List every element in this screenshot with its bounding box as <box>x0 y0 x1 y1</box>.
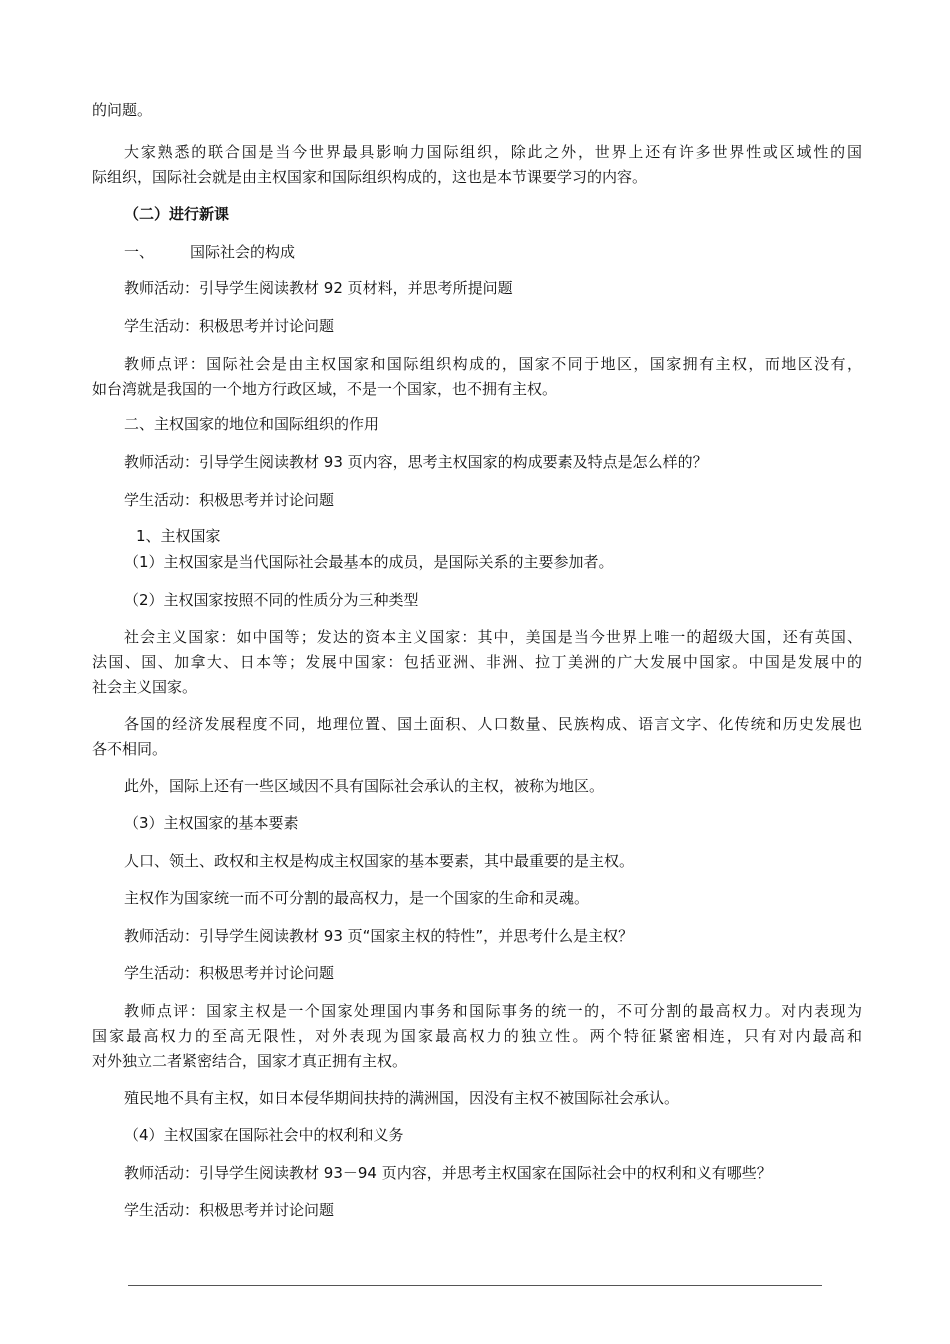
paragraph-line: 殖民地不具有主权，如日本侵华期间扶持的满洲国，因没有主权不被国际社会承认。 <box>124 1089 680 1107</box>
footer-divider <box>128 1285 822 1286</box>
paragraph-line: （3）主权国家的基本要素 <box>124 814 299 832</box>
paragraph-line: 如台湾就是我国的一个地方行政区域，不是一个国家，也不拥有主权。 <box>92 380 558 398</box>
paragraph-line: 各不相同。 <box>92 740 168 758</box>
list-number: 一、 <box>124 243 155 261</box>
paragraph-line: 学生活动：积极思考并讨论问题 <box>124 1201 335 1219</box>
section-heading: （二）进行新课 <box>124 205 230 223</box>
subsection-heading: 二、主权国家的地位和国际组织的作用 <box>124 415 380 433</box>
paragraph-line: 法国、国、加拿大、日本等；发展中国家：包括亚洲、非洲、拉丁美洲的广大发展中国家。中国是发展中的 <box>92 653 862 671</box>
paragraph-line: 社会主义国家：如中国等；发达的资本主义国家：其中，美国是当今世界上唯一的超级大国，还有英国、 <box>124 628 862 646</box>
paragraph-line: 人口、领土、政权和主权是构成主权国家的基本要素，其中最重要的是主权。 <box>124 852 635 870</box>
paragraph-line: 各国的经济发展程度不同，地理位置、国土面积、人口数量、民族构成、语言文字、化传统和历史发展也 <box>124 715 862 733</box>
paragraph-line: 此外，国际上还有一些区域因不具有国际社会承认的主权，被称为地区。 <box>124 777 605 795</box>
paragraph-line: 学生活动：积极思考并讨论问题 <box>124 317 335 335</box>
paragraph-line: 教师活动：引导学生阅读教材 92 页材料，并思考所提问题 <box>124 279 513 297</box>
paragraph-line: 学生活动：积极思考并讨论问题 <box>124 491 335 509</box>
paragraph-line: 教师点评：国际社会是由主权国家和国际组织构成的，国家不同于地区，国家拥有主权，而地区没有， <box>124 355 862 373</box>
paragraph-line: 教师活动：引导学生阅读教材 93－94 页内容，并思考主权国家在国际社会中的权利和义有哪些？ <box>124 1164 772 1182</box>
subsection-heading <box>124 239 862 265</box>
paragraph-line: 对外独立二者紧密结合，国家才真正拥有主权。 <box>92 1052 408 1070</box>
paragraph-line: 教师活动：引导学生阅读教材 93 页“国家主权的特性”，并思考什么是主权？ <box>124 927 634 945</box>
subsection-title: 国际社会的构成 <box>190 243 296 261</box>
paragraph-line: 的问题。 <box>92 101 153 119</box>
paragraph-line: （4）主权国家在国际社会中的权利和义务 <box>124 1126 404 1144</box>
list-heading: 1、主权国家 <box>136 527 221 545</box>
paragraph-line: 大家熟悉的联合国是当今世界最具影响力国际组织，除此之外，世界上还有许多世界性或区域性的国 <box>124 143 862 161</box>
paragraph-line: 际组织，国际社会就是由主权国家和国际组织构成的，这也是本节课要学习的内容。 <box>92 168 648 186</box>
paragraph-line: 国家最高权力的至高无限性，对外表现为国家最高权力的独立性。两个特征紧密相连，只有对内最高和 <box>92 1027 862 1045</box>
paragraph-line: 教师活动：引导学生阅读教材 93 页内容，思考主权国家的构成要素及特点是怎么样的？ <box>124 453 708 471</box>
paragraph-line: 教师点评：国家主权是一个国家处理国内事务和国际事务的统一的，不可分割的最高权力。对内表现为 <box>124 1002 862 1020</box>
paragraph-line: 主权作为国家统一而不可分割的最高权力，是一个国家的生命和灵魂。 <box>124 889 590 907</box>
paragraph-line: 学生活动：积极思考并讨论问题 <box>124 964 335 982</box>
paragraph-line: （2）主权国家按照不同的性质分为三种类型 <box>124 591 419 609</box>
paragraph-line: （1）主权国家是当代国际社会最基本的成员，是国际关系的主要参加者。 <box>124 553 614 571</box>
paragraph-line: 社会主义国家。 <box>92 678 198 696</box>
